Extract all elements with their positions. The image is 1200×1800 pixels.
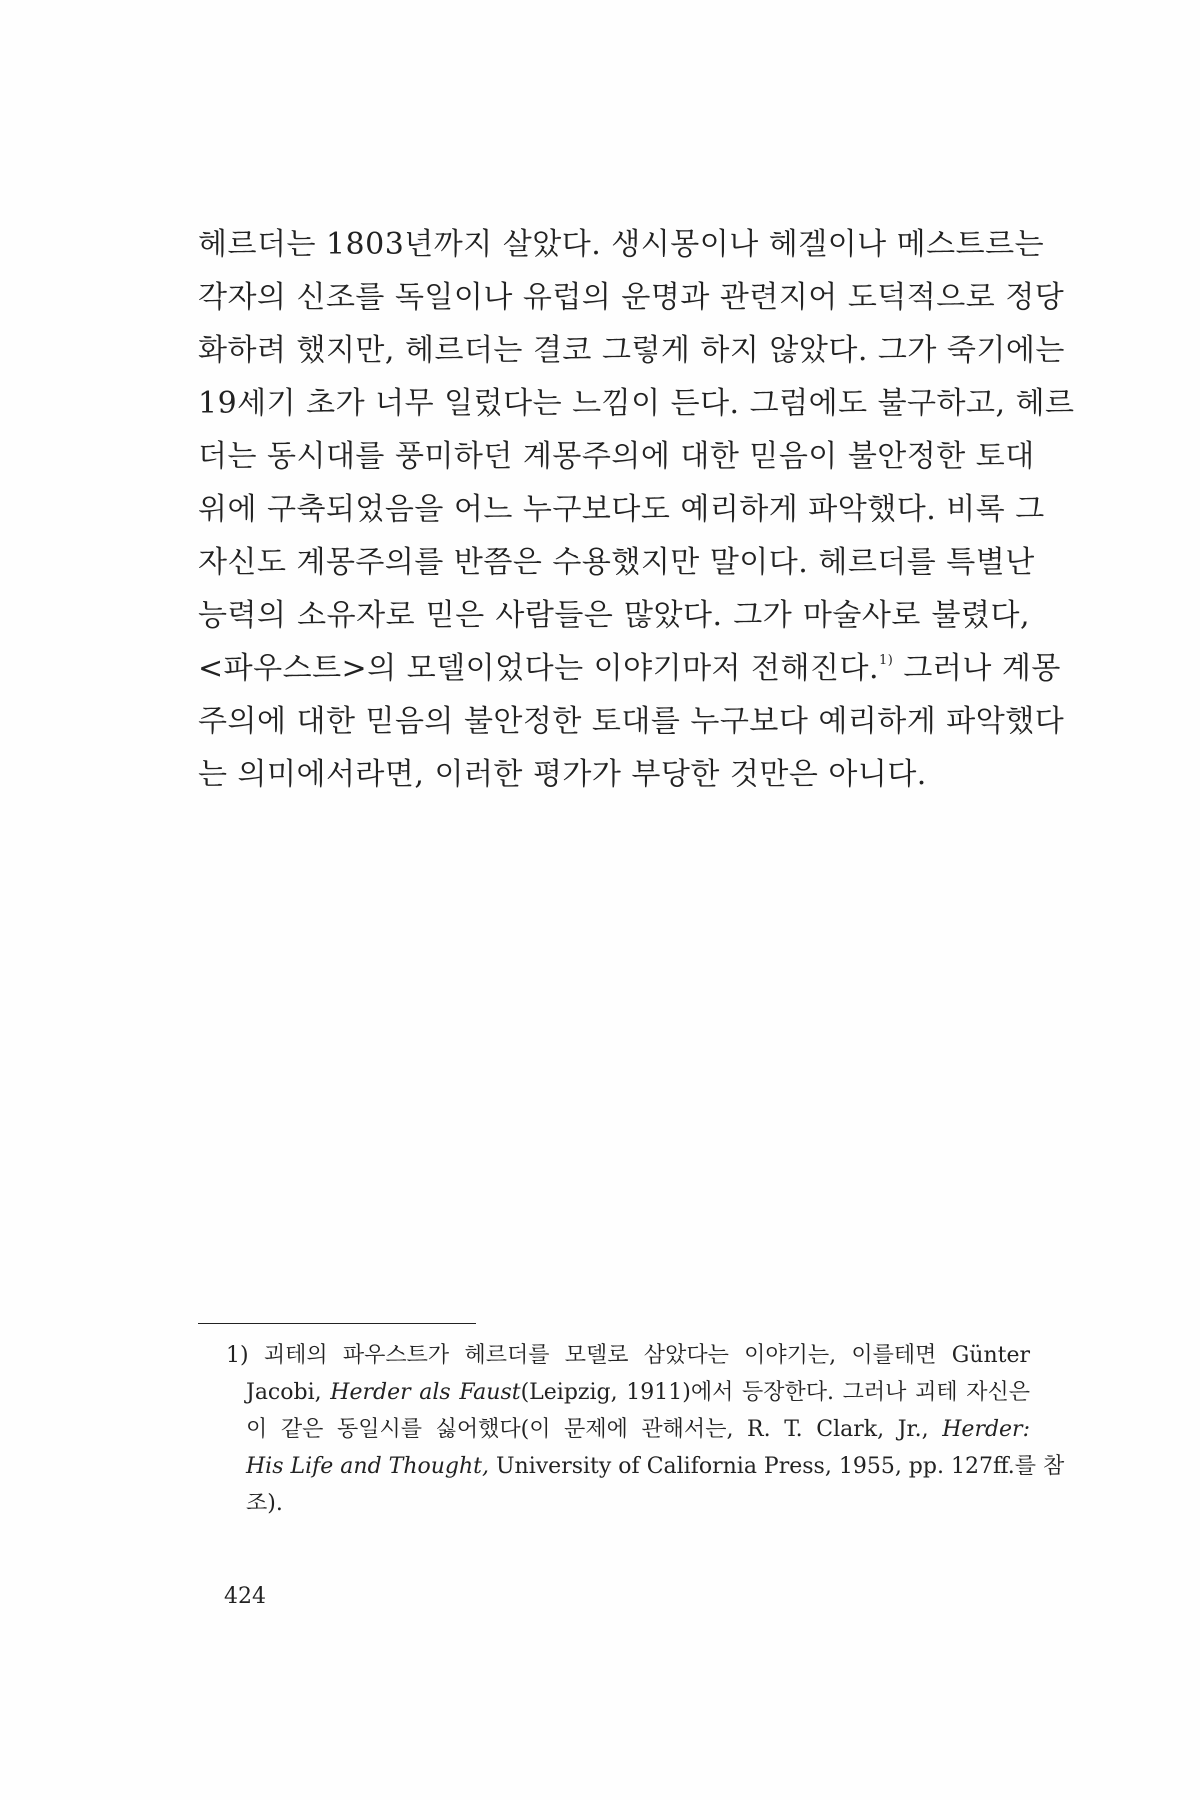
footnote-line bbox=[226, 1374, 1030, 1411]
body-line: 헤르더는 1803년까지 살았다. 생시몽이나 헤겔이나 메스트르는 bbox=[198, 227, 1045, 262]
footnote bbox=[226, 1337, 1065, 1522]
book-title: His Life and Thought, bbox=[246, 1454, 490, 1479]
body-line-text: <파우스트>의 모델이었다는 이야기마저 전해진다. bbox=[198, 651, 880, 686]
footnote-text: Jacobi, bbox=[246, 1380, 331, 1405]
body-line: 능력의 소유자로 믿은 사람들은 많았다. 그가 마술사로 불렸다, bbox=[198, 598, 1030, 633]
body-line: 자신도 계몽주의를 반쯤은 수용했지만 말이다. 헤르더를 특별난 bbox=[198, 545, 1035, 580]
footnote-line: 1) 괴테의 파우스트가 헤르더를 모델로 삼았다는 이야기는, 이를테면 Günter bbox=[226, 1343, 1030, 1368]
footnote-text: (Leipzig, 1911)에서 등장한다. 그러나 괴테 자신은 bbox=[520, 1380, 1031, 1405]
body-line: 더는 동시대를 풍미하던 계몽주의에 대한 믿음이 불안정한 토대 bbox=[198, 439, 1035, 474]
body-line: 19세기 초가 너무 일렀다는 느낌이 든다. 그럼에도 불구하고, 헤르 bbox=[198, 386, 1075, 421]
body-line-with-footnote-ref bbox=[198, 642, 1061, 695]
footnote-line: 조). bbox=[246, 1491, 283, 1516]
body-text bbox=[198, 218, 1075, 801]
book-title: Herder als Faust bbox=[330, 1380, 521, 1405]
footnote-text: 이 같은 동일시를 싫어했다(이 문제에 관해서는, R. T. Clark, Jr., bbox=[246, 1417, 943, 1442]
body-line: 화하려 했지만, 헤르더는 결코 그렇게 하지 않았다. 그가 죽기에는 bbox=[198, 333, 1065, 368]
footnote-text: University of California Press, 1955, pp. 127ff.를 참 bbox=[489, 1454, 1065, 1479]
page-number: 424 bbox=[224, 1584, 266, 1609]
body-line: 는 의미에서라면, 이러한 평가가 부당한 것만은 아니다. bbox=[198, 757, 927, 792]
body-line: 각자의 신조를 독일이나 유럽의 운명과 관련지어 도덕적으로 정당 bbox=[198, 280, 1065, 315]
body-line-tail: 그러나 계몽 bbox=[893, 651, 1061, 686]
body-line: 위에 구축되었음을 어느 누구보다도 예리하게 파악했다. 비록 그 bbox=[198, 492, 1045, 527]
body-line: 주의에 대한 믿음의 불안정한 토대를 누구보다 예리하게 파악했다 bbox=[198, 704, 1065, 739]
footnote-line bbox=[226, 1448, 1065, 1485]
footnote-line bbox=[226, 1411, 1030, 1448]
footnote-separator bbox=[198, 1323, 476, 1324]
book-title: Herder: bbox=[942, 1417, 1030, 1442]
footnote-reference[interactable]: 1) bbox=[879, 653, 894, 668]
